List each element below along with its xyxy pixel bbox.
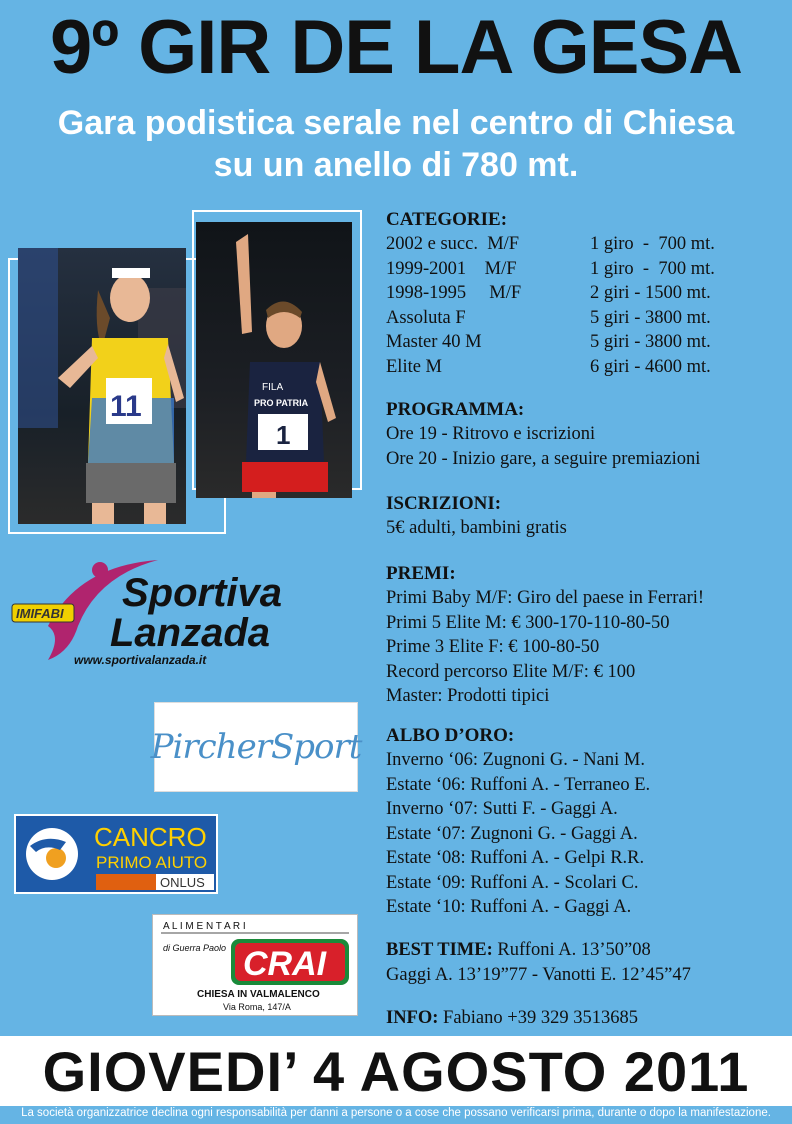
albo-line: Estate ‘06: Ruffoni A. - Terraneo E. [386,774,651,795]
premi-line: Primi 5 Elite M: € 300-170-110-80-50 [386,612,670,633]
cancro-line3: ONLUS [160,875,205,890]
event-subtitle-line1: Gara podistica serale nel centro di Chiesa [57,104,735,142]
albo-section [386,724,650,920]
albo-line: Estate ‘10: Ruffoni A. - Gaggi A. [386,897,632,917]
best-time-value1: Ruffoni A. 13’50”08 [492,940,651,960]
sportiva-url: www.sportivalanzada.it [74,653,207,667]
programma-line: Ore 20 - Inizio gare, a seguire premiazioni [386,448,701,469]
categorie-row [386,281,715,306]
best-time-line1 [386,938,691,963]
runner-photo-1 [18,248,186,524]
runner-2-brand: FILA [262,382,284,393]
info-value: Fabiano +39 329 3513685 [438,1008,638,1028]
runner-2-illustration [196,222,352,498]
crai-address: Via Roma, 147/A [223,1002,291,1012]
sportiva-lanzada-logo [8,556,298,668]
categorie-laps: 5 giri - 3800 mt. [590,332,711,352]
crai-alimentari-logo [152,914,358,1016]
categorie-laps: 2 giri - 1500 mt. [590,283,711,303]
crai-place: CHIESA IN VALMALENCO [197,989,320,1000]
pircher-text: PircherSport [150,727,362,767]
best-time-line2: Gaggi A. 13’19”77 - Vanotti E. 12’45”47 [386,964,691,985]
categorie-name: Master 40 M [386,332,482,352]
categorie-row [386,232,715,257]
runner-1-illustration [18,248,186,524]
cancro-line2: PRIMO AIUTO [96,853,208,872]
best-time-label: BEST TIME: [386,940,493,960]
cancro-line1: CANCRO [94,822,207,852]
sportiva-word2: Lanzada [110,611,271,655]
programma-section [386,398,700,471]
albo-line: Inverno ‘07: Sutti F. - Gaggi A. [386,799,618,819]
premi-line: Master: Prodotti tipici [386,686,550,706]
cancro-primo-aiuto-logo [14,814,218,894]
event-subtitle-line2: su un anello di 780 mt. [213,146,579,184]
categorie-laps: 1 giro - 700 mt. [590,258,715,279]
premi-line: Prime 3 Elite F: € 100-80-50 [386,637,600,657]
runner-2-bib: 1 [276,420,291,450]
best-time-section [386,938,691,987]
categorie-laps: 6 giri - 4600 mt. [590,356,711,377]
categorie-name: Elite M [386,356,443,377]
categorie-name: 1999-2001 M/F [386,258,517,279]
albo-line: Estate ‘07: Zugnoni G. - Gaggi A. [386,823,638,844]
categorie-row [386,330,715,355]
premi-heading: PREMI: [386,563,456,584]
iscrizioni-line: 5€ adulti, bambini gratis [386,518,567,538]
runner-1-bib: 11 [110,390,142,423]
disclaimer: La società organizzatrice declina ogni responsabilità per danni a persone o a cose che possano verificarsi prima, durante o dopo la manifestazione. [21,1107,771,1119]
categorie-laps: 5 giri - 3800 mt. [590,307,711,328]
categorie-name: Assoluta F [386,307,466,328]
categorie-row [386,257,715,282]
info-label: INFO: [386,1008,439,1028]
runner-photo-2 [196,222,352,498]
premi-line: Record percorso Elite M/F: € 100 [386,661,636,682]
categorie-row [386,355,715,380]
albo-line: Estate ‘09: Ruffoni A. - Scolari C. [386,872,639,893]
albo-line: Inverno ‘06: Zugnoni G. - Nani M. [386,750,645,770]
categorie-section [386,208,715,379]
premi-line: Primi Baby M/F: Giro del paese in Ferrari! [386,588,705,608]
albo-heading: ALBO D’ORO: [386,725,515,746]
crai-top-text: A L I M E N T A R I [163,921,246,932]
categorie-heading: CATEGORIE: [386,209,508,230]
crai-brand: CRAI [243,945,327,983]
sportiva-word1: Sportiva [122,571,283,615]
categorie-laps: 1 giro - 700 mt. [590,234,715,254]
categorie-row [386,306,715,331]
event-title: 9º GIR DE LA GESA [49,5,743,90]
iscrizioni-heading: ISCRIZIONI: [386,493,502,514]
crai-owner-text: di Guerra Paolo [163,943,227,953]
info-section [386,1006,638,1031]
albo-line: Estate ‘08: Ruffoni A. - Gelpi R.R. [386,848,645,868]
imifabi-text: IMIFABI [16,606,64,621]
programma-heading: PROGRAMMA: [386,399,525,420]
premi-section [386,562,704,709]
event-date: GIOVEDI’ 4 AGOSTO 2011 [42,1040,750,1103]
runner-2-shirt-text: PRO PATRIA [254,398,309,408]
categorie-name: 1998-1995 M/F [386,283,522,303]
programma-line: Ore 19 - Ritrovo e iscrizioni [386,424,596,444]
iscrizioni-section [386,492,567,541]
pircher-sport-logo [150,702,362,792]
categorie-name: 2002 e succ. M/F [386,234,520,254]
